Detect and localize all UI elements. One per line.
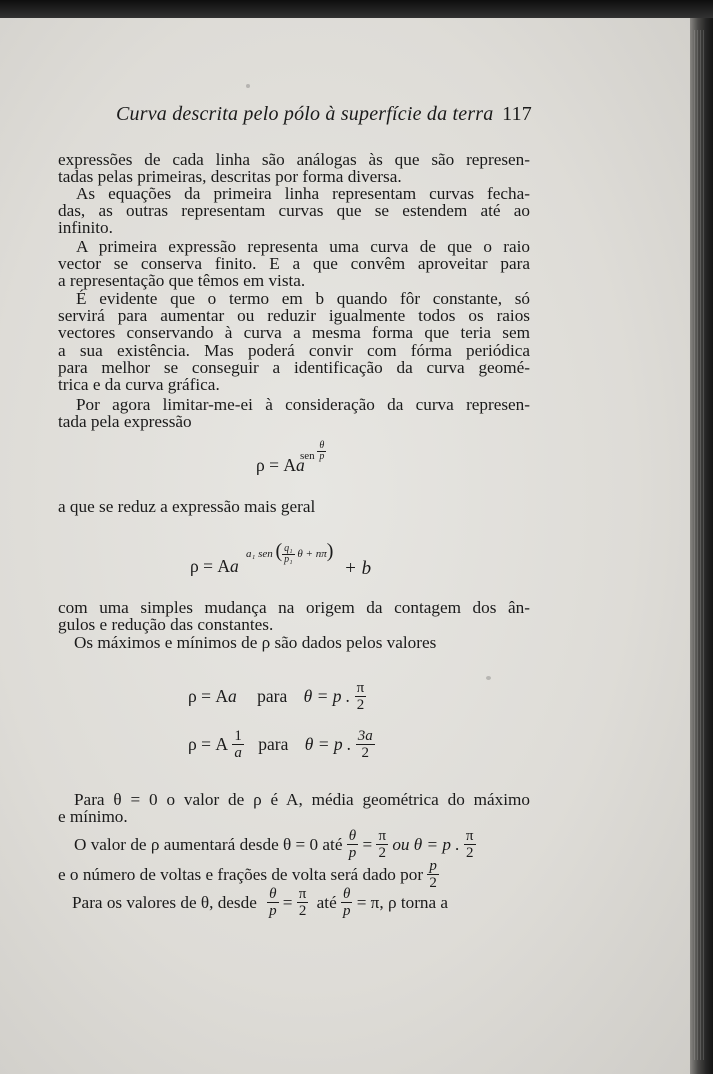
frac-num: q₁ <box>284 542 293 554</box>
eq-lhs: ρ = A <box>188 734 228 754</box>
eq-base: a <box>296 455 305 475</box>
eq-rhs: θ = p . <box>304 734 352 754</box>
frac-den: p <box>348 845 357 861</box>
running-header <box>116 103 536 133</box>
paragraph-3 <box>58 238 530 290</box>
paragraph-1 <box>58 151 530 185</box>
equation-2-tail <box>344 558 371 580</box>
paragraph-8 <box>58 634 530 651</box>
equation-2-exponent: a₁ sen ( $\frac{\text{q₁}}{\text{p₁}}$ θ + nπ) <box>246 540 334 565</box>
eq-fraction <box>464 828 476 861</box>
eq-word: para <box>258 734 289 754</box>
frac-num: p <box>429 858 437 874</box>
eq-exp-fraction <box>317 441 326 462</box>
paragraph-11: Para os valores de θ, desde $\frac{\theta}{p}$ = $\frac{\pi}{2}$ até $\frac{\theta}{p}$ = π, ρ torna a <box>72 886 449 919</box>
page-number: 117 <box>502 103 532 125</box>
text-run: e o número de voltas e frações de volta será dado por <box>58 864 424 884</box>
text-line: tada pela expressão <box>58 412 192 432</box>
text-run: Para os valores de θ, desde <box>72 892 257 912</box>
eq-exp-fraction <box>282 544 294 565</box>
equation-3 <box>188 680 366 720</box>
frac-den: 2 <box>298 903 307 919</box>
text-line: e mínimo. <box>58 807 128 827</box>
text-line: das, as outras representam curvas que se estendem até ao <box>58 201 530 221</box>
text-line: tadas pelas primeiras, descritas por forma diversa. <box>58 167 402 187</box>
eq-fraction <box>376 828 388 861</box>
paragraph-7 <box>58 599 530 633</box>
frac-den: 2 <box>356 697 365 713</box>
text-line: É evidente que o termo em b quando fôr constante, só <box>76 289 530 308</box>
frac-num: θ <box>343 886 351 902</box>
frac-num: π <box>298 886 307 902</box>
paragraph-5 <box>58 396 530 430</box>
eq-fraction <box>267 886 278 919</box>
eq-fraction <box>356 728 375 761</box>
frac-den: a <box>234 745 242 761</box>
frac-den: p <box>342 903 351 919</box>
frac-den: p <box>269 903 277 919</box>
frac-den: 2 <box>361 745 370 761</box>
eq-lhs: ρ = A <box>188 686 228 706</box>
text-line: A primeira expressão representa uma curva de que o raio <box>76 237 530 256</box>
text-line: expressões de cada linha são análogas às que são represen- <box>58 150 530 169</box>
eq-exp-sen: sen <box>300 450 315 463</box>
text-line: trica e da curva gráfica. <box>58 375 220 395</box>
frac-den: p₁ <box>284 553 293 565</box>
text-run: ou θ = p . <box>392 834 460 854</box>
text-run: até <box>316 892 337 912</box>
eq-fraction <box>232 728 244 761</box>
eq-fraction <box>341 886 352 919</box>
page-edges <box>694 30 704 1060</box>
frac-num: θ <box>348 828 357 844</box>
paragraph-2 <box>58 185 530 237</box>
text-line: gulos e redução das constantes. <box>58 615 274 635</box>
eq-word: para <box>257 686 288 706</box>
frac-num: 1 <box>234 728 242 744</box>
frac-den: 2 <box>378 845 386 861</box>
paragraph-9 <box>58 791 530 825</box>
text-line: com uma simples mudança na origem da contagem dos ân- <box>58 598 530 617</box>
eq-lhs: ρ = A <box>256 455 296 475</box>
text-line: a representação que têmos em vista. <box>58 271 306 291</box>
frac-den: 2 <box>465 845 474 861</box>
scan-speck <box>486 676 491 680</box>
text-run: = <box>362 834 373 854</box>
text-line: infinito. <box>58 218 113 238</box>
frac-num: θ <box>319 440 325 451</box>
frac-num: π <box>356 680 365 696</box>
text-line: As equações da primeira linha representam curvas fecha- <box>76 184 530 203</box>
eq-base: a <box>230 556 239 576</box>
paragraph-4 <box>58 290 530 393</box>
text-line: a sua existência. Mas poderá convir com fórma periódica <box>58 340 530 360</box>
eq-fraction <box>355 680 367 713</box>
text-line: Os máximos e mínimos de ρ são dados pelos valores <box>74 633 437 652</box>
eq-exp-pre: a₁ sen <box>246 548 273 560</box>
eq-fraction <box>347 828 358 861</box>
eq-tail: + b <box>344 558 372 579</box>
text-run: = π, ρ torna a <box>356 892 449 912</box>
equation-1-exponent <box>300 440 326 467</box>
equation-2 <box>190 556 239 577</box>
frac-den: p <box>319 451 325 462</box>
text-line: Por agora limitar-me-ei à consideração da curva represen- <box>76 395 530 414</box>
equation-4 <box>188 728 375 770</box>
eq-exp-post: θ + nπ <box>297 548 327 560</box>
text-line: vectores conservando à curva a mesma forma que teria sem <box>58 323 530 343</box>
text-run: O valor de ρ aumentará desde θ = 0 até <box>74 834 343 854</box>
frac-den: 2 <box>429 875 437 891</box>
frac-num: 3a <box>357 728 373 744</box>
equation-1 <box>256 455 305 476</box>
eq-lhs: ρ = A <box>190 556 230 576</box>
paragraph-6 <box>58 498 530 515</box>
scan-speck <box>246 84 250 88</box>
text-line: a que se reduz a expressão mais geral <box>58 497 316 516</box>
text-line: para melhor se conseguir a identificação da curva geomé- <box>58 357 530 377</box>
text-line: Para θ = 0 o valor de ρ é A, média geométrica do máximo <box>74 790 530 809</box>
eq-var: a <box>228 686 237 706</box>
frac-num: π <box>378 828 387 844</box>
eq-fraction <box>297 886 309 919</box>
frac-num: θ <box>269 886 277 902</box>
frac-num: π <box>465 828 474 844</box>
text-line: vector se conserva finito. E a que convêm aproveitar para <box>58 254 530 274</box>
eq-rhs: θ = p . <box>303 686 351 706</box>
header-title: Curva descrita pelo pólo à superfície da terra <box>116 103 494 125</box>
text-line: servirá para aumentar ou reduzir igualmente todos os raios <box>58 306 530 326</box>
